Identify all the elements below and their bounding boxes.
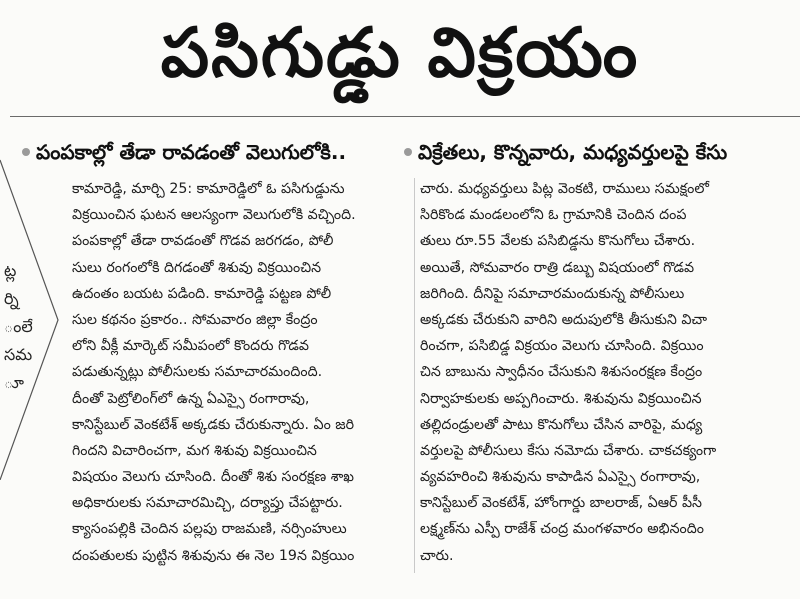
article-line: చారు. xyxy=(420,547,454,564)
article-line: దీంతో పెట్రోలింగ్‌లో ఉన్న ఏఎస్సై రంగారావు, xyxy=(72,390,310,407)
article-line: లక్ష్మణ్‌ను ఎస్పీ రాజేశ్ చంద్ర మంగళవారం అభినందిం xyxy=(420,521,704,538)
article-line: రించగా, పసిబిడ్డ విక్రయం వెలుగు చూసింది. విక్రయిం xyxy=(420,338,704,355)
article-line: అయితే, సోమవారం రాత్రి డబ్బు విషయంలో గొడవ xyxy=(420,259,695,276)
article-line: క్యాసంపల్లికి చెందిన పల్లపు రాజమణి, నర్సింహులు xyxy=(72,521,347,538)
fragment-line: ట్ల xyxy=(4,261,17,280)
article-line: గిందని విచారించగా, మగ శిశువు విక్రయించిన xyxy=(72,442,317,459)
article-line: కానిస్టేబుల్ వెంకటేశ్, హోంగార్డు బాలరాజ్, ఏఆర్ పీసీ xyxy=(420,495,702,512)
column-divider xyxy=(414,178,415,573)
adjacent-article-fragment xyxy=(0,150,60,480)
article-line: తల్లిదండ్రులతో పాటు కొనుగోలు చేసిన వారిపై, మధ్య xyxy=(420,416,703,433)
headline-rule xyxy=(10,116,800,117)
article-line: కామారెడ్డి, మార్చి 25: కామారెడ్డిలో ఓ పసిగుడ్డును xyxy=(72,181,345,197)
article-line: విక్రయించిన ఘటన ఆలస్యంగా వెలుగులోకి వచ్చింది. xyxy=(72,207,356,224)
article-line: పంపకాల్లో తేడా రావడంతో గొడవ జరగడం, పోలీ xyxy=(72,233,334,250)
article-line: చారు. మధ్యవర్తులు పిట్ల వెంకటి, రాములు సమక్షంలో xyxy=(420,181,709,197)
article-line: లోని వీక్లీ మార్కెట్ సమీపంలో కొందరు గొడవ xyxy=(72,338,309,355)
article-line: జరిగింది. దీనిపై సమాచారమందుకున్న పోలీసులు xyxy=(420,285,685,302)
subheading-left: పంపకాల్లో తేడా రావడంతో వెలుగులోకి.. xyxy=(36,140,347,164)
article-line: అక్కడకు చేరుకుని వారిని అదుపులోకి తీసుకుని విచా xyxy=(420,311,708,328)
article-line: సుల కథనం ప్రకారం.. సోమవారం జిల్లా కేంద్రం xyxy=(72,311,318,328)
bullet-icon xyxy=(22,148,30,156)
article-line: ఉదంతం బయట పడింది. కామారెడ్డి పట్టణ పోలీ xyxy=(72,285,332,302)
article-line: అధికారులకు సమాచారమిచ్చి, దర్యాప్తు చేపట్టారు. xyxy=(72,495,343,512)
fragment-line: ర్ని xyxy=(4,289,19,308)
article-line: వ్యవహరించి శిశువును కాపాడిన ఏఎస్సై రంగారావు, xyxy=(420,469,701,486)
article-line: దంపతులకు పుట్టిన శిశువును ఈ నెల 19న విక్రయిం xyxy=(72,547,355,564)
article-line: తులు రూ.55 వేలకు పసిబిడ్డను కొనుగోలు చేశారు. xyxy=(420,233,696,250)
fragment-line: ంలే xyxy=(4,317,33,336)
article-column-right xyxy=(420,176,792,569)
article-line: విషయం వెలుగు చూసింది. దీంతో శిశు సంరక్షణ శాఖ xyxy=(72,469,354,486)
article-line: సిరికొండ మండలంలోని ఓ గ్రామానికి చెందిన దంప xyxy=(420,207,687,224)
article-line: నిర్వాహకులకు అప్పగించారు. శిశువును విక్రయించిన xyxy=(420,390,702,407)
article-line: సులు రంగంలోకి దిగడంతో శిశువు విక్రయించిన xyxy=(72,259,322,276)
article-line: పడుతున్నట్లు పోలీసులకు సమాచారమందింది. xyxy=(72,364,323,381)
subheading-right: విక్రేతలు, కొన్నవారు, మధ్యవర్తులపై కేసు xyxy=(418,140,728,164)
article-line: కానిస్టేబుల్ వెంకటేశ్ అక్కడకు చేరుకున్నారు. ఏం జరి xyxy=(72,416,355,433)
fragment-line: సమ xyxy=(4,345,33,364)
article-line: వర్తులపై పోలీసులు కేసు నమోదు చేశారు. చాకచక్యంగా xyxy=(420,442,717,459)
article-line: చిన బాబును స్వాధీనం చేసుకుని శిశుసంరక్షణ కేంద్రం xyxy=(420,364,703,381)
bullet-icon xyxy=(404,148,412,156)
article-column-left xyxy=(72,176,410,569)
fragment-line: ూ xyxy=(4,373,24,392)
headline: పసిగుడ్డు విక్రయం xyxy=(160,14,640,93)
